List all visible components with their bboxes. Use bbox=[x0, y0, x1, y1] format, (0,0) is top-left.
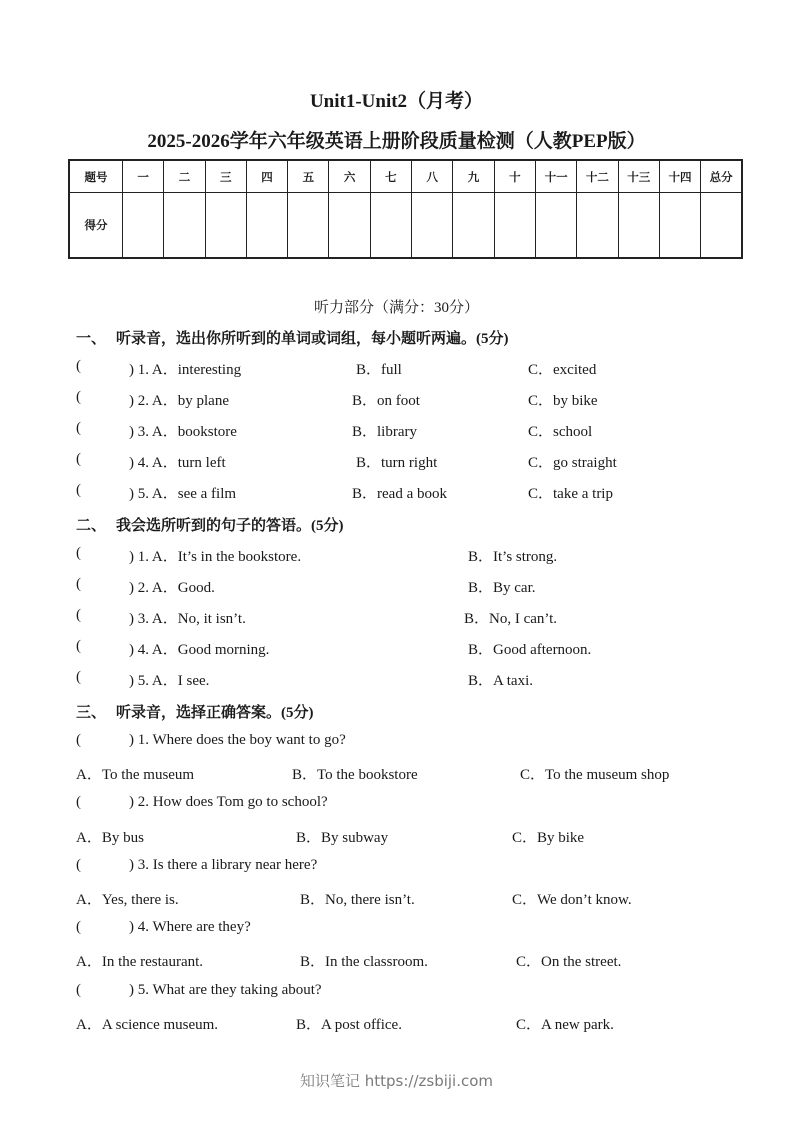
score-table-row-label: 得分 bbox=[69, 193, 123, 259]
answer-blank-open: ( bbox=[76, 732, 81, 748]
score-cell[interactable] bbox=[370, 193, 411, 259]
score-col-13: 十三 bbox=[618, 160, 659, 193]
option-b: B．A post office. bbox=[296, 1017, 402, 1033]
score-cell[interactable] bbox=[205, 193, 246, 259]
score-col-3: 三 bbox=[205, 160, 246, 193]
footer-watermark: 知识笔记 https://zsbiji.com bbox=[299, 1072, 494, 1090]
option-c: C．On the street. bbox=[516, 954, 622, 970]
option-b: B．No, I can’t. bbox=[464, 611, 558, 627]
score-col-11: 十一 bbox=[535, 160, 576, 193]
question-row bbox=[0, 919, 793, 939]
option-b: B．A taxi. bbox=[468, 673, 534, 689]
section-number: 一、 bbox=[76, 331, 107, 347]
option-a: A．In the restaurant. bbox=[76, 954, 204, 970]
option-b: B．full bbox=[356, 362, 402, 378]
option-c: C．To the museum shop bbox=[520, 767, 670, 783]
score-col-total: 总分 bbox=[701, 160, 742, 193]
question-row bbox=[0, 576, 793, 596]
option-c: C．school bbox=[528, 424, 593, 440]
score-col-5: 五 bbox=[288, 160, 329, 193]
question-option-a: ) 5. A．I see. bbox=[129, 673, 210, 689]
score-col-6: 六 bbox=[329, 160, 370, 193]
score-cell[interactable] bbox=[577, 193, 618, 259]
question-option-a: ) 1. A．interesting bbox=[129, 362, 242, 378]
answer-blank-open: ( bbox=[76, 420, 81, 436]
score-col-8: 八 bbox=[412, 160, 453, 193]
section-title: 听录音，选择正确答案。(5分) bbox=[116, 705, 314, 721]
score-cell[interactable] bbox=[618, 193, 659, 259]
question-row bbox=[0, 638, 793, 658]
question-row bbox=[0, 451, 793, 471]
option-c: C．We don’t know. bbox=[512, 892, 632, 908]
score-cell[interactable] bbox=[123, 193, 164, 259]
option-b: B．library bbox=[352, 424, 417, 440]
score-col-12: 十二 bbox=[577, 160, 618, 193]
answer-blank-open: ( bbox=[76, 607, 81, 623]
option-b: B．Good afternoon. bbox=[468, 642, 592, 658]
answer-blank-open: ( bbox=[76, 669, 81, 685]
question-option-a: ) 3. A．No, it isn’t. bbox=[129, 611, 246, 627]
score-cell[interactable] bbox=[164, 193, 205, 259]
question-row bbox=[0, 669, 793, 689]
title-line-1: Unit1-Unit2（月考） bbox=[309, 91, 484, 112]
option-b: B．No, there isn’t. bbox=[300, 892, 415, 908]
section-1-heading bbox=[76, 327, 509, 348]
answer-blank-open: ( bbox=[76, 638, 81, 654]
question-option-a: ) 2. A．Good. bbox=[129, 580, 215, 596]
score-cell[interactable] bbox=[453, 193, 494, 259]
option-a: A．A science museum. bbox=[76, 1017, 219, 1033]
option-b: B．read a book bbox=[352, 486, 447, 502]
title-line-2: 2025-2026学年六年级英语上册阶段质量检测（人教PEP版） bbox=[147, 131, 646, 152]
option-a: A．Yes, there is. bbox=[76, 892, 179, 908]
question-row bbox=[0, 607, 793, 627]
options-row bbox=[0, 950, 793, 970]
question-option-a: ) 4. A．turn left bbox=[129, 455, 226, 471]
options-row bbox=[0, 888, 793, 908]
option-c: C．excited bbox=[528, 362, 597, 378]
question-text: ) 3. Is there a library near here? bbox=[129, 857, 318, 873]
score-cell[interactable] bbox=[288, 193, 329, 259]
options-row bbox=[0, 1013, 793, 1033]
listening-heading: 听力部分（满分：30分） bbox=[313, 300, 479, 316]
question-text: ) 4. Where are they? bbox=[129, 919, 251, 935]
answer-blank-open: ( bbox=[76, 482, 81, 498]
score-col-2: 二 bbox=[164, 160, 205, 193]
option-c: C．A new park. bbox=[516, 1017, 614, 1033]
score-col-10: 十 bbox=[494, 160, 535, 193]
option-c: C．take a trip bbox=[528, 486, 613, 502]
question-row bbox=[0, 482, 793, 502]
score-table-header-row bbox=[69, 160, 742, 193]
question-row bbox=[0, 420, 793, 440]
answer-blank-open: ( bbox=[76, 857, 81, 873]
score-table bbox=[68, 159, 743, 259]
score-cell[interactable] bbox=[246, 193, 287, 259]
option-c: C．go straight bbox=[528, 455, 617, 471]
answer-blank-open: ( bbox=[76, 982, 81, 998]
answer-blank-open: ( bbox=[76, 451, 81, 467]
section-title: 听录音，选出你所听到的单词或词组，每小题听两遍。(5分) bbox=[116, 331, 509, 347]
score-cell[interactable] bbox=[412, 193, 453, 259]
question-text: ) 1. Where does the boy want to go? bbox=[129, 732, 346, 748]
score-cell[interactable] bbox=[329, 193, 370, 259]
question-option-a: ) 2. A．by plane bbox=[129, 393, 229, 409]
option-b: B．It’s strong. bbox=[468, 549, 558, 565]
question-row bbox=[0, 545, 793, 565]
option-b: B．To the bookstore bbox=[292, 767, 418, 783]
section-title: 我会选所听到的句子的答语。(5分) bbox=[116, 518, 344, 534]
question-option-a: ) 1. A．It’s in the bookstore. bbox=[129, 549, 302, 565]
option-b: B．By car. bbox=[468, 580, 536, 596]
score-table-header-label: 题号 bbox=[69, 160, 123, 193]
question-row bbox=[0, 982, 793, 1002]
score-cell[interactable] bbox=[535, 193, 576, 259]
score-cell[interactable] bbox=[701, 193, 742, 259]
score-cell[interactable] bbox=[494, 193, 535, 259]
question-row bbox=[0, 732, 793, 752]
options-row bbox=[0, 763, 793, 783]
option-b: B．In the classroom. bbox=[300, 954, 428, 970]
answer-blank-open: ( bbox=[76, 389, 81, 405]
score-col-14: 十四 bbox=[659, 160, 700, 193]
answer-blank-open: ( bbox=[76, 358, 81, 374]
score-col-7: 七 bbox=[370, 160, 411, 193]
question-option-a: ) 3. A．bookstore bbox=[129, 424, 237, 440]
answer-blank-open: ( bbox=[76, 919, 81, 935]
question-row bbox=[0, 389, 793, 409]
option-c: C．by bike bbox=[528, 393, 598, 409]
question-row bbox=[0, 358, 793, 378]
option-b: B．turn right bbox=[356, 455, 438, 471]
option-c: C．By bike bbox=[512, 830, 585, 846]
question-option-a: ) 5. A．see a film bbox=[129, 486, 237, 502]
answer-blank-open: ( bbox=[76, 794, 81, 810]
question-text: ) 2. How does Tom go to school? bbox=[129, 794, 328, 810]
question-text: ) 5. What are they taking about? bbox=[129, 982, 322, 998]
score-cell[interactable] bbox=[659, 193, 700, 259]
score-col-1: 一 bbox=[123, 160, 164, 193]
question-row bbox=[0, 857, 793, 877]
section-number: 二、 bbox=[76, 518, 107, 534]
score-table-score-row bbox=[69, 193, 742, 259]
section-2-heading bbox=[76, 514, 344, 535]
answer-blank-open: ( bbox=[76, 576, 81, 592]
section-3-heading bbox=[76, 701, 314, 722]
question-option-a: ) 4. A．Good morning. bbox=[129, 642, 270, 658]
options-row bbox=[0, 826, 793, 846]
option-a: A．To the museum bbox=[76, 767, 195, 783]
answer-blank-open: ( bbox=[76, 545, 81, 561]
score-col-4: 四 bbox=[246, 160, 287, 193]
score-col-9: 九 bbox=[453, 160, 494, 193]
option-b: B．on foot bbox=[352, 393, 420, 409]
option-a: A．By bus bbox=[76, 830, 144, 846]
question-row bbox=[0, 794, 793, 814]
option-b: B．By subway bbox=[296, 830, 389, 846]
section-number: 三、 bbox=[76, 705, 107, 721]
